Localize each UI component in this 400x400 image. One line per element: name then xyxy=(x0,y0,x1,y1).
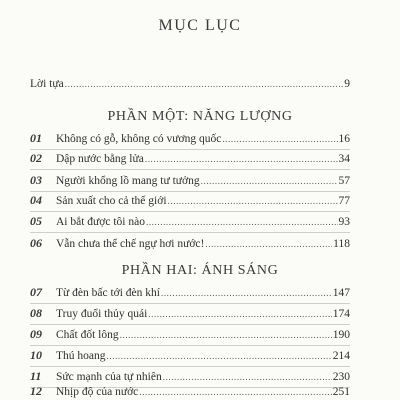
entry-label: Không có gỗ, không có vương quốc xyxy=(56,133,222,145)
entry-label: Vẫn chưa thể chế ngự hơi nước! xyxy=(56,238,205,250)
part-heading: PHẦN HAI: ÁNH SÁNG xyxy=(121,263,279,278)
toc-entry[interactable] xyxy=(30,369,350,385)
entry-label: Sức mạnh của tự nhiên xyxy=(56,371,162,383)
chapter-number: 08 xyxy=(30,306,42,320)
entry-page: 251 xyxy=(332,386,350,398)
divider xyxy=(30,345,350,346)
chapter-number: 04 xyxy=(30,193,42,207)
toc-entry[interactable] xyxy=(30,236,350,252)
entry-label: Ai bắt được tôi nào xyxy=(56,216,145,228)
divider xyxy=(30,211,350,212)
entry-label: Lời tựa xyxy=(30,78,64,90)
divider xyxy=(30,191,350,192)
entry-page: 147 xyxy=(332,287,350,299)
dot-leader xyxy=(107,351,332,361)
entry-page: 190 xyxy=(332,329,350,341)
toc-entry[interactable] xyxy=(30,285,350,301)
entry-label: Người khổng lồ mang tư tưởng xyxy=(56,175,200,187)
dot-leader xyxy=(145,154,338,164)
entry-page: 16 xyxy=(338,133,350,145)
divider xyxy=(30,366,350,367)
entry-label: Thú hoang xyxy=(56,350,106,362)
dot-leader xyxy=(222,134,337,144)
entry-label: Sản xuất cho cả thế giới xyxy=(56,195,167,207)
dot-leader xyxy=(146,217,338,227)
entry-label: Từ đèn bấc tới đèn khí xyxy=(56,287,160,299)
divider xyxy=(30,324,350,325)
dot-leader xyxy=(139,387,331,397)
toc-entry-preface[interactable] xyxy=(30,78,350,94)
dot-leader xyxy=(168,196,338,206)
entry-page: 118 xyxy=(333,238,350,250)
chapter-number: 09 xyxy=(30,327,42,341)
chapter-number: 11 xyxy=(30,369,42,383)
toc-entry[interactable] xyxy=(30,151,350,167)
toc-entry[interactable] xyxy=(30,193,350,209)
divider xyxy=(30,232,350,233)
dot-leader xyxy=(163,372,332,382)
chapter-number: 06 xyxy=(30,236,42,250)
dot-leader xyxy=(201,176,338,186)
entry-label: Chất đốt lông xyxy=(56,329,119,341)
entry-page: 77 xyxy=(338,195,350,207)
chapter-number: 10 xyxy=(30,348,42,362)
chapter-number: 02 xyxy=(30,151,42,165)
chapter-number: 07 xyxy=(30,285,42,299)
toc-entry[interactable] xyxy=(30,384,350,400)
divider xyxy=(30,169,350,170)
toc-entry[interactable] xyxy=(30,214,350,230)
chapter-number: 12 xyxy=(30,384,42,398)
toc-entry[interactable] xyxy=(30,348,350,364)
part-heading: PHẦN MỘT: NĂNG LƯỢNG xyxy=(107,109,293,124)
entry-page: 214 xyxy=(332,350,350,362)
toc-entry[interactable] xyxy=(30,306,350,322)
dot-leader xyxy=(65,79,344,89)
toc-entry[interactable] xyxy=(30,327,350,343)
entry-page: 57 xyxy=(338,175,350,187)
dot-leader xyxy=(148,309,331,319)
entry-label: Nhịp độ của nước xyxy=(56,386,139,398)
dot-leader xyxy=(120,330,332,340)
entry-page: 230 xyxy=(332,371,350,383)
chapter-number: 01 xyxy=(30,131,42,145)
entry-label: Truy đuổi thủy quái xyxy=(56,308,148,320)
entry-page: 9 xyxy=(344,78,350,90)
chapter-number: 05 xyxy=(30,214,42,228)
divider xyxy=(30,303,350,304)
entry-label: Dập nước bằng lửa xyxy=(56,153,144,165)
chapter-number: 03 xyxy=(30,173,42,187)
dot-leader xyxy=(205,239,332,249)
page-title: MỤC LỤC xyxy=(158,17,242,34)
entry-page: 174 xyxy=(332,308,350,320)
toc-entry[interactable] xyxy=(30,173,350,189)
divider xyxy=(30,149,350,150)
entry-page: 34 xyxy=(338,153,350,165)
entry-page: 93 xyxy=(338,216,350,228)
toc-entry[interactable] xyxy=(30,131,350,147)
dot-leader xyxy=(161,288,332,298)
